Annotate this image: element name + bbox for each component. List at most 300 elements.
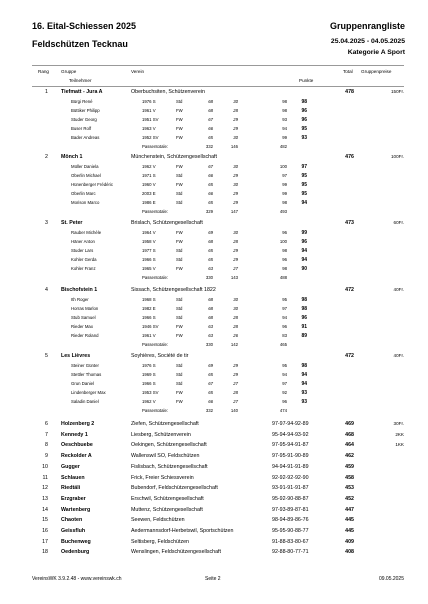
group-rank: 4 — [45, 287, 48, 293]
member-weapon: FW — [176, 390, 183, 395]
member-score: 95 — [301, 173, 307, 179]
row-group-name: Kennedy 1 — [61, 431, 88, 438]
row-total: 447 — [345, 506, 354, 513]
member-score: 93 — [301, 390, 307, 396]
member-name: Büttiker Philipp — [71, 108, 100, 113]
row-rank: 17 — [42, 538, 48, 545]
row-scores: 97-93-89-87-81 — [272, 506, 309, 513]
row-group-name: Erzgraber — [61, 495, 86, 502]
member-score-a: 68 — [208, 108, 213, 113]
member-name: Oberlin Marc — [71, 191, 96, 196]
member-name: Rieder Roland — [71, 333, 99, 338]
list-type-title: Gruppenrangliste — [329, 21, 405, 31]
member-weapon: FW — [176, 324, 183, 329]
member-name: Ith Roger — [71, 297, 89, 302]
row-prize: 2KK — [395, 431, 404, 437]
member-score-b: 29 — [233, 363, 238, 368]
passen-total-a: 332 — [205, 144, 213, 149]
member-score-b: 26 — [233, 333, 238, 338]
member-year: 1958 V — [142, 239, 156, 244]
member-score-a: 63 — [208, 266, 213, 271]
member-year: 1961 V — [142, 333, 156, 338]
member-score-a: 68 — [208, 315, 213, 320]
row-scores: 95-94-94-93-92 — [272, 431, 309, 438]
row-group-name: Wartenberg — [61, 506, 91, 513]
group-name: Tiefmatt - Jura A — [61, 89, 103, 95]
footer-date: 09.05.2025 — [378, 576, 404, 582]
category-label: Kategorie A Sport — [347, 49, 405, 56]
row-group-name: Schlauen — [61, 474, 85, 481]
member-year: 1952 SV — [142, 135, 159, 140]
passen-total-points: 482 — [279, 144, 287, 149]
group-club: Brislach, Schützengesellschaft — [131, 220, 203, 226]
member-score-a: 65 — [208, 257, 213, 262]
row-group-name: Gugger — [61, 463, 80, 470]
member-weapon: Std — [176, 99, 183, 104]
member-score-b: 27 — [233, 266, 238, 271]
member-year: 1965 V — [142, 266, 156, 271]
member-year: 1977 S — [142, 248, 156, 253]
group-name: Mönch 1 — [61, 154, 83, 160]
passen-total-label: Passentotale: — [142, 144, 169, 149]
member-score: 96 — [301, 315, 307, 321]
member-points: 98 — [282, 266, 287, 271]
col-rang: Rang — [38, 69, 49, 74]
member-weapon: FW — [176, 230, 183, 235]
member-score-a: 63 — [208, 324, 213, 329]
passen-total-label: Passentotale: — [142, 275, 169, 280]
member-points: 98 — [282, 248, 287, 253]
member-score-a: 66 — [208, 126, 213, 131]
member-score: 93 — [301, 135, 307, 141]
member-score-b: 29 — [233, 126, 238, 131]
member-weapon: Std — [176, 372, 183, 377]
row-rank: 11 — [42, 474, 48, 481]
member-year: 1961 V — [142, 108, 156, 113]
row-scores: 93-91-91-91-87 — [272, 485, 309, 492]
passen-total-b: 147 — [230, 209, 238, 214]
member-weapon: Std — [176, 257, 183, 262]
row-scores: 95-92-90-88-87 — [272, 495, 309, 502]
passen-total-points: 488 — [279, 275, 287, 280]
row-group-name: Oeschbuebe — [61, 442, 93, 449]
row-rank: 8 — [45, 442, 48, 449]
member-name: Horras Marlon — [71, 306, 99, 311]
header-top-rule — [32, 65, 404, 66]
member-points: 93 — [282, 117, 287, 122]
member-points: 98 — [282, 99, 287, 104]
row-club: Frick, Freier Schiessverein — [131, 474, 194, 481]
passen-total-a: 329 — [205, 209, 213, 214]
date-range: 25.04.2025 - 04.05.2025 — [330, 38, 405, 45]
member-weapon: Std — [176, 191, 183, 196]
member-score: 96 — [301, 239, 307, 245]
row-rank: 10 — [42, 463, 48, 470]
member-weapon: Std — [176, 315, 183, 320]
row-club: Bubendorf, Feldschützengesellschaft — [131, 485, 218, 492]
member-score-b: 27 — [233, 399, 238, 404]
group-rank: 1 — [45, 89, 48, 95]
member-name: Studer Lars — [71, 248, 94, 253]
group-rank: 5 — [45, 353, 48, 359]
member-year: 1951 SV — [142, 117, 159, 122]
member-points: 94 — [282, 126, 287, 131]
member-score-b: 30 — [233, 164, 238, 169]
member-score: 95 — [301, 191, 307, 197]
passen-total-b: 143 — [230, 275, 238, 280]
member-score-a: 65 — [208, 390, 213, 395]
group-rank: 3 — [45, 220, 48, 226]
member-name: Steiner Günter — [71, 363, 99, 368]
group-total: 472 — [345, 287, 354, 293]
passen-total-label: Passentotale: — [142, 342, 169, 347]
col-gruppe: Gruppe — [61, 69, 77, 74]
member-points: 99 — [282, 135, 287, 140]
row-rank: 13 — [42, 495, 48, 502]
member-name: Saladin Daniel — [71, 399, 99, 404]
row-club: Liesberg, Schützenverein — [131, 431, 191, 438]
row-club: Fislisbach, Schützengesellschaft — [131, 463, 208, 470]
group-name: Bischofstein 1 — [61, 287, 98, 293]
member-name: Kohler Gerda — [71, 257, 97, 262]
member-score: 94 — [301, 381, 307, 387]
member-name: Morison Marco — [71, 200, 100, 205]
group-prize: 150Fr. — [390, 89, 404, 94]
member-year: 1962 V — [142, 164, 156, 169]
passen-total-b: 142 — [230, 342, 238, 347]
row-scores: 97-95-94-91-87 — [272, 442, 309, 449]
row-rank: 6 — [45, 421, 48, 427]
member-year: 1968 S — [142, 297, 156, 302]
member-year: 1966 S — [142, 381, 156, 386]
member-points: 99 — [282, 191, 287, 196]
row-club: Oekingen, Schützengesellschaft — [131, 442, 207, 449]
member-score-a: 68 — [208, 306, 213, 311]
member-name: Hünenberger Frédéric — [71, 182, 114, 187]
member-score-b: 29 — [233, 117, 238, 122]
member-points: 97 — [282, 173, 287, 178]
group-name: Les Lièvres — [61, 353, 91, 359]
passen-total-b: 140 — [230, 408, 238, 413]
member-score: 98 — [301, 363, 307, 369]
member-weapon: FW — [176, 108, 183, 113]
member-score-a: 65 — [208, 372, 213, 377]
member-year: 1976 S — [142, 363, 156, 368]
member-year: 1986 E — [142, 200, 156, 205]
member-year: 2003 E — [142, 191, 156, 196]
member-score: 94 — [301, 257, 307, 263]
member-score-b: 29 — [233, 173, 238, 178]
member-score-b: 29 — [233, 191, 238, 196]
member-weapon: Std — [176, 306, 183, 311]
row-rank: 15 — [42, 517, 48, 524]
member-name: Studer Georg — [71, 117, 97, 122]
member-weapon: FW — [176, 164, 183, 169]
row-scores: 97-95-91-90-89 — [272, 453, 309, 460]
row-total: 468 — [345, 431, 354, 438]
group-club: Soyhières, Société de tir — [131, 353, 189, 359]
row-club: Seltisberg, Feldschützen — [131, 538, 190, 545]
member-points: 96 — [282, 399, 287, 404]
member-points: 96 — [282, 230, 287, 235]
member-score-b: 29 — [233, 257, 238, 262]
member-name: Grun Daniel — [71, 381, 94, 386]
member-name: Stettler Thomas — [71, 372, 102, 377]
passen-total-a: 332 — [205, 408, 213, 413]
row-group-name: Holzenberg 2 — [61, 421, 95, 427]
member-year: 1966 S — [142, 315, 156, 320]
competition-title: 16. Eital-Schiessen 2025 — [32, 21, 137, 31]
col-verein: Verein — [131, 69, 145, 74]
group-total: 473 — [345, 220, 354, 226]
member-score-a: 65 — [208, 200, 213, 205]
member-weapon: Std — [176, 173, 183, 178]
row-rank: 18 — [42, 549, 48, 556]
member-weapon: FW — [176, 266, 183, 271]
host-club: Feldschützen Tecknau — [32, 39, 128, 49]
member-weapon: Std — [176, 381, 183, 386]
member-year: 1946 SV — [142, 324, 159, 329]
member-year: 1960 V — [142, 182, 156, 187]
row-scores: 91-88-83-80-67 — [272, 538, 309, 545]
member-name: Bürgi René — [71, 99, 93, 104]
row-club: Seewen, Feldschützen — [131, 517, 185, 524]
row-total: 445 — [345, 528, 354, 534]
row-total: 459 — [345, 463, 354, 470]
row-prize: 1KK — [395, 442, 404, 448]
member-score-a: 66 — [208, 173, 213, 178]
member-score: 96 — [301, 108, 307, 114]
col-gruppenpreise: Gruppenpreise — [361, 69, 392, 74]
member-score: 93 — [301, 399, 307, 405]
passen-total-b: 146 — [230, 144, 238, 149]
row-group-name: Oedenburg — [61, 549, 90, 556]
member-weapon: FW — [176, 399, 183, 404]
group-rank: 2 — [45, 154, 48, 160]
row-scores: 97-97-94-92-89 — [272, 421, 309, 427]
row-rank: 9 — [45, 453, 48, 460]
member-score-b: 30 — [233, 99, 238, 104]
row-club: Wallenswil SO, Feldschützen — [131, 453, 200, 460]
row-club: Ziefen, Schützengesellschaft — [131, 421, 199, 427]
member-score-b: 28 — [233, 315, 238, 320]
member-name: Stub Samuel — [71, 315, 96, 320]
col-punkte: Punkte — [299, 78, 314, 83]
member-points: 92 — [282, 390, 287, 395]
row-rank: 14 — [42, 506, 48, 513]
member-points: 96 — [282, 257, 287, 262]
row-group-name: Buchenweg — [61, 538, 91, 545]
member-year: 1976 S — [142, 99, 156, 104]
member-points: 100 — [279, 164, 287, 169]
member-name: Oberlin Michael — [71, 173, 101, 178]
row-group-name: Chaoten — [61, 517, 83, 524]
member-score-b: 29 — [233, 248, 238, 253]
member-score-a: 67 — [208, 164, 213, 169]
member-year: 1963 V — [142, 126, 156, 131]
member-score-b: 30 — [233, 230, 238, 235]
member-score-a: 65 — [208, 135, 213, 140]
member-weapon: Std — [176, 297, 183, 302]
row-club: Erschwil, Schützengesellschaft — [131, 495, 204, 502]
member-weapon: FW — [176, 239, 183, 244]
footer-software: VereinsWK 3.9.2.48 - www.vereinswk.ch — [32, 576, 122, 582]
member-weapon: Std — [176, 363, 183, 368]
row-total: 452 — [345, 495, 354, 502]
group-name: St. Peter — [61, 220, 83, 226]
passen-total-points: 474 — [279, 408, 287, 413]
member-score: 91 — [301, 324, 307, 330]
member-points: 94 — [282, 372, 287, 377]
passen-total-a: 330 — [205, 275, 213, 280]
member-score-b: 28 — [233, 324, 238, 329]
member-score-b: 28 — [233, 108, 238, 113]
row-group-name: Riedtäli — [61, 485, 81, 492]
member-score: 94 — [301, 372, 307, 378]
member-score-a: 63 — [208, 333, 213, 338]
member-score: 97 — [301, 164, 307, 170]
member-weapon: Std — [176, 200, 183, 205]
member-score-a: 66 — [208, 399, 213, 404]
passen-total-points: 465 — [279, 342, 287, 347]
row-scores: 92-88-80-77-71 — [272, 549, 309, 556]
member-name: Rauber Michèle — [71, 230, 102, 235]
member-score-b: 30 — [233, 297, 238, 302]
group-total: 478 — [345, 89, 354, 95]
member-score-a: 67 — [208, 381, 213, 386]
row-scores: 95-95-90-88-77 — [272, 528, 309, 534]
member-score: 90 — [301, 266, 307, 272]
member-score-b: 30 — [233, 306, 238, 311]
member-score-b: 30 — [233, 182, 238, 187]
row-total: 464 — [345, 442, 354, 449]
member-score-b: 28 — [233, 239, 238, 244]
member-score: 96 — [301, 117, 307, 123]
member-score-a: 68 — [208, 297, 213, 302]
passen-total-label: Passentotale: — [142, 408, 169, 413]
passen-total-a: 330 — [205, 342, 213, 347]
member-score-b: 28 — [233, 390, 238, 395]
member-year: 1971 S — [142, 173, 156, 178]
row-club: Muttenz, Schützengesellschaft — [131, 506, 203, 513]
member-score-a: 67 — [208, 117, 213, 122]
member-points: 83 — [282, 333, 287, 338]
member-score-a: 65 — [208, 248, 213, 253]
member-weapon: FW — [176, 182, 183, 187]
member-points: 99 — [282, 182, 287, 187]
row-prize: 30Fr. — [393, 421, 404, 426]
member-name: Buser Rolf — [71, 126, 92, 131]
member-name: Häner Anton — [71, 239, 95, 244]
group-total: 472 — [345, 353, 354, 359]
member-points: 95 — [282, 297, 287, 302]
member-score-a: 66 — [208, 191, 213, 196]
member-score: 99 — [301, 230, 307, 236]
member-points: 100 — [279, 239, 287, 244]
member-score: 98 — [301, 297, 307, 303]
member-points: 96 — [282, 324, 287, 329]
member-weapon: FW — [176, 333, 183, 338]
col-teilnehmer: Teilnehmer — [69, 78, 92, 83]
group-prize: 60Fr. — [393, 220, 404, 225]
row-rank: 7 — [45, 431, 48, 438]
member-points: 98 — [282, 108, 287, 113]
member-score: 98 — [301, 306, 307, 312]
member-score-b: 27 — [233, 381, 238, 386]
member-year: 1969 S — [142, 372, 156, 377]
member-score-a: 69 — [208, 230, 213, 235]
member-weapon: Std — [176, 248, 183, 253]
member-score-a: 68 — [208, 239, 213, 244]
row-club: Wenslingen, Feldschützengesellschaft — [131, 549, 222, 556]
member-points: 97 — [282, 381, 287, 386]
row-group-name: Reckolder A — [61, 453, 92, 460]
row-total: 408 — [345, 549, 354, 556]
member-weapon: FW — [176, 135, 183, 140]
row-total: 462 — [345, 453, 354, 460]
member-name: Müller Daniela — [71, 164, 99, 169]
group-prize: 100Fr. — [390, 154, 404, 159]
member-score: 89 — [301, 333, 307, 339]
row-total: 409 — [345, 538, 354, 545]
group-club: Oberbuchsiten, Schützenverein — [131, 89, 205, 95]
group-prize: 40Fr. — [393, 353, 404, 358]
group-club: Münchenstein, Schützengesellschaft — [131, 154, 217, 160]
member-score: 94 — [301, 200, 307, 206]
member-score-a: 69 — [208, 363, 213, 368]
member-score-b: 29 — [233, 200, 238, 205]
member-weapon: FW — [176, 117, 183, 122]
member-name: Lindenberger Max — [71, 390, 106, 395]
member-year: 1953 SV — [142, 390, 159, 395]
row-scores: 92-92-92-92-90 — [272, 474, 309, 481]
row-total: 445 — [345, 517, 354, 524]
member-points: 97 — [282, 306, 287, 311]
member-year: 1964 V — [142, 230, 156, 235]
member-score-a: 65 — [208, 182, 213, 187]
row-scores: 98-94-89-86-76 — [272, 517, 309, 524]
member-score: 94 — [301, 248, 307, 254]
passen-total-points: 493 — [279, 209, 287, 214]
member-year: 1962 V — [142, 399, 156, 404]
member-year: 1982 E — [142, 306, 156, 311]
row-total: 458 — [345, 474, 354, 481]
member-weapon: FW — [176, 126, 183, 131]
member-score: 95 — [301, 182, 307, 188]
group-prize: 40Fr. — [393, 287, 404, 292]
group-total: 476 — [345, 154, 354, 160]
member-points: 98 — [282, 200, 287, 205]
group-club: Sissach, Schützengesellschaft 1822 — [131, 287, 216, 293]
member-name: Kohler Franz — [71, 266, 96, 271]
member-name: Rieder Max — [71, 324, 93, 329]
row-scores: 94-94-91-91-89 — [272, 463, 309, 470]
row-total: 453 — [345, 485, 354, 492]
member-score-b: 30 — [233, 135, 238, 140]
row-group-name: Geissfluh — [61, 528, 86, 534]
member-name: Bader Andreas — [71, 135, 100, 140]
member-year: 1966 S — [142, 257, 156, 262]
row-total: 469 — [345, 421, 354, 427]
member-score: 98 — [301, 99, 307, 105]
col-total: Total — [343, 69, 353, 74]
member-points: 94 — [282, 315, 287, 320]
member-score: 95 — [301, 126, 307, 132]
row-rank: 12 — [42, 485, 48, 492]
passen-total-label: Passentotale: — [142, 209, 169, 214]
member-score-a: 68 — [208, 99, 213, 104]
footer-page: Seite 2 — [205, 576, 221, 582]
